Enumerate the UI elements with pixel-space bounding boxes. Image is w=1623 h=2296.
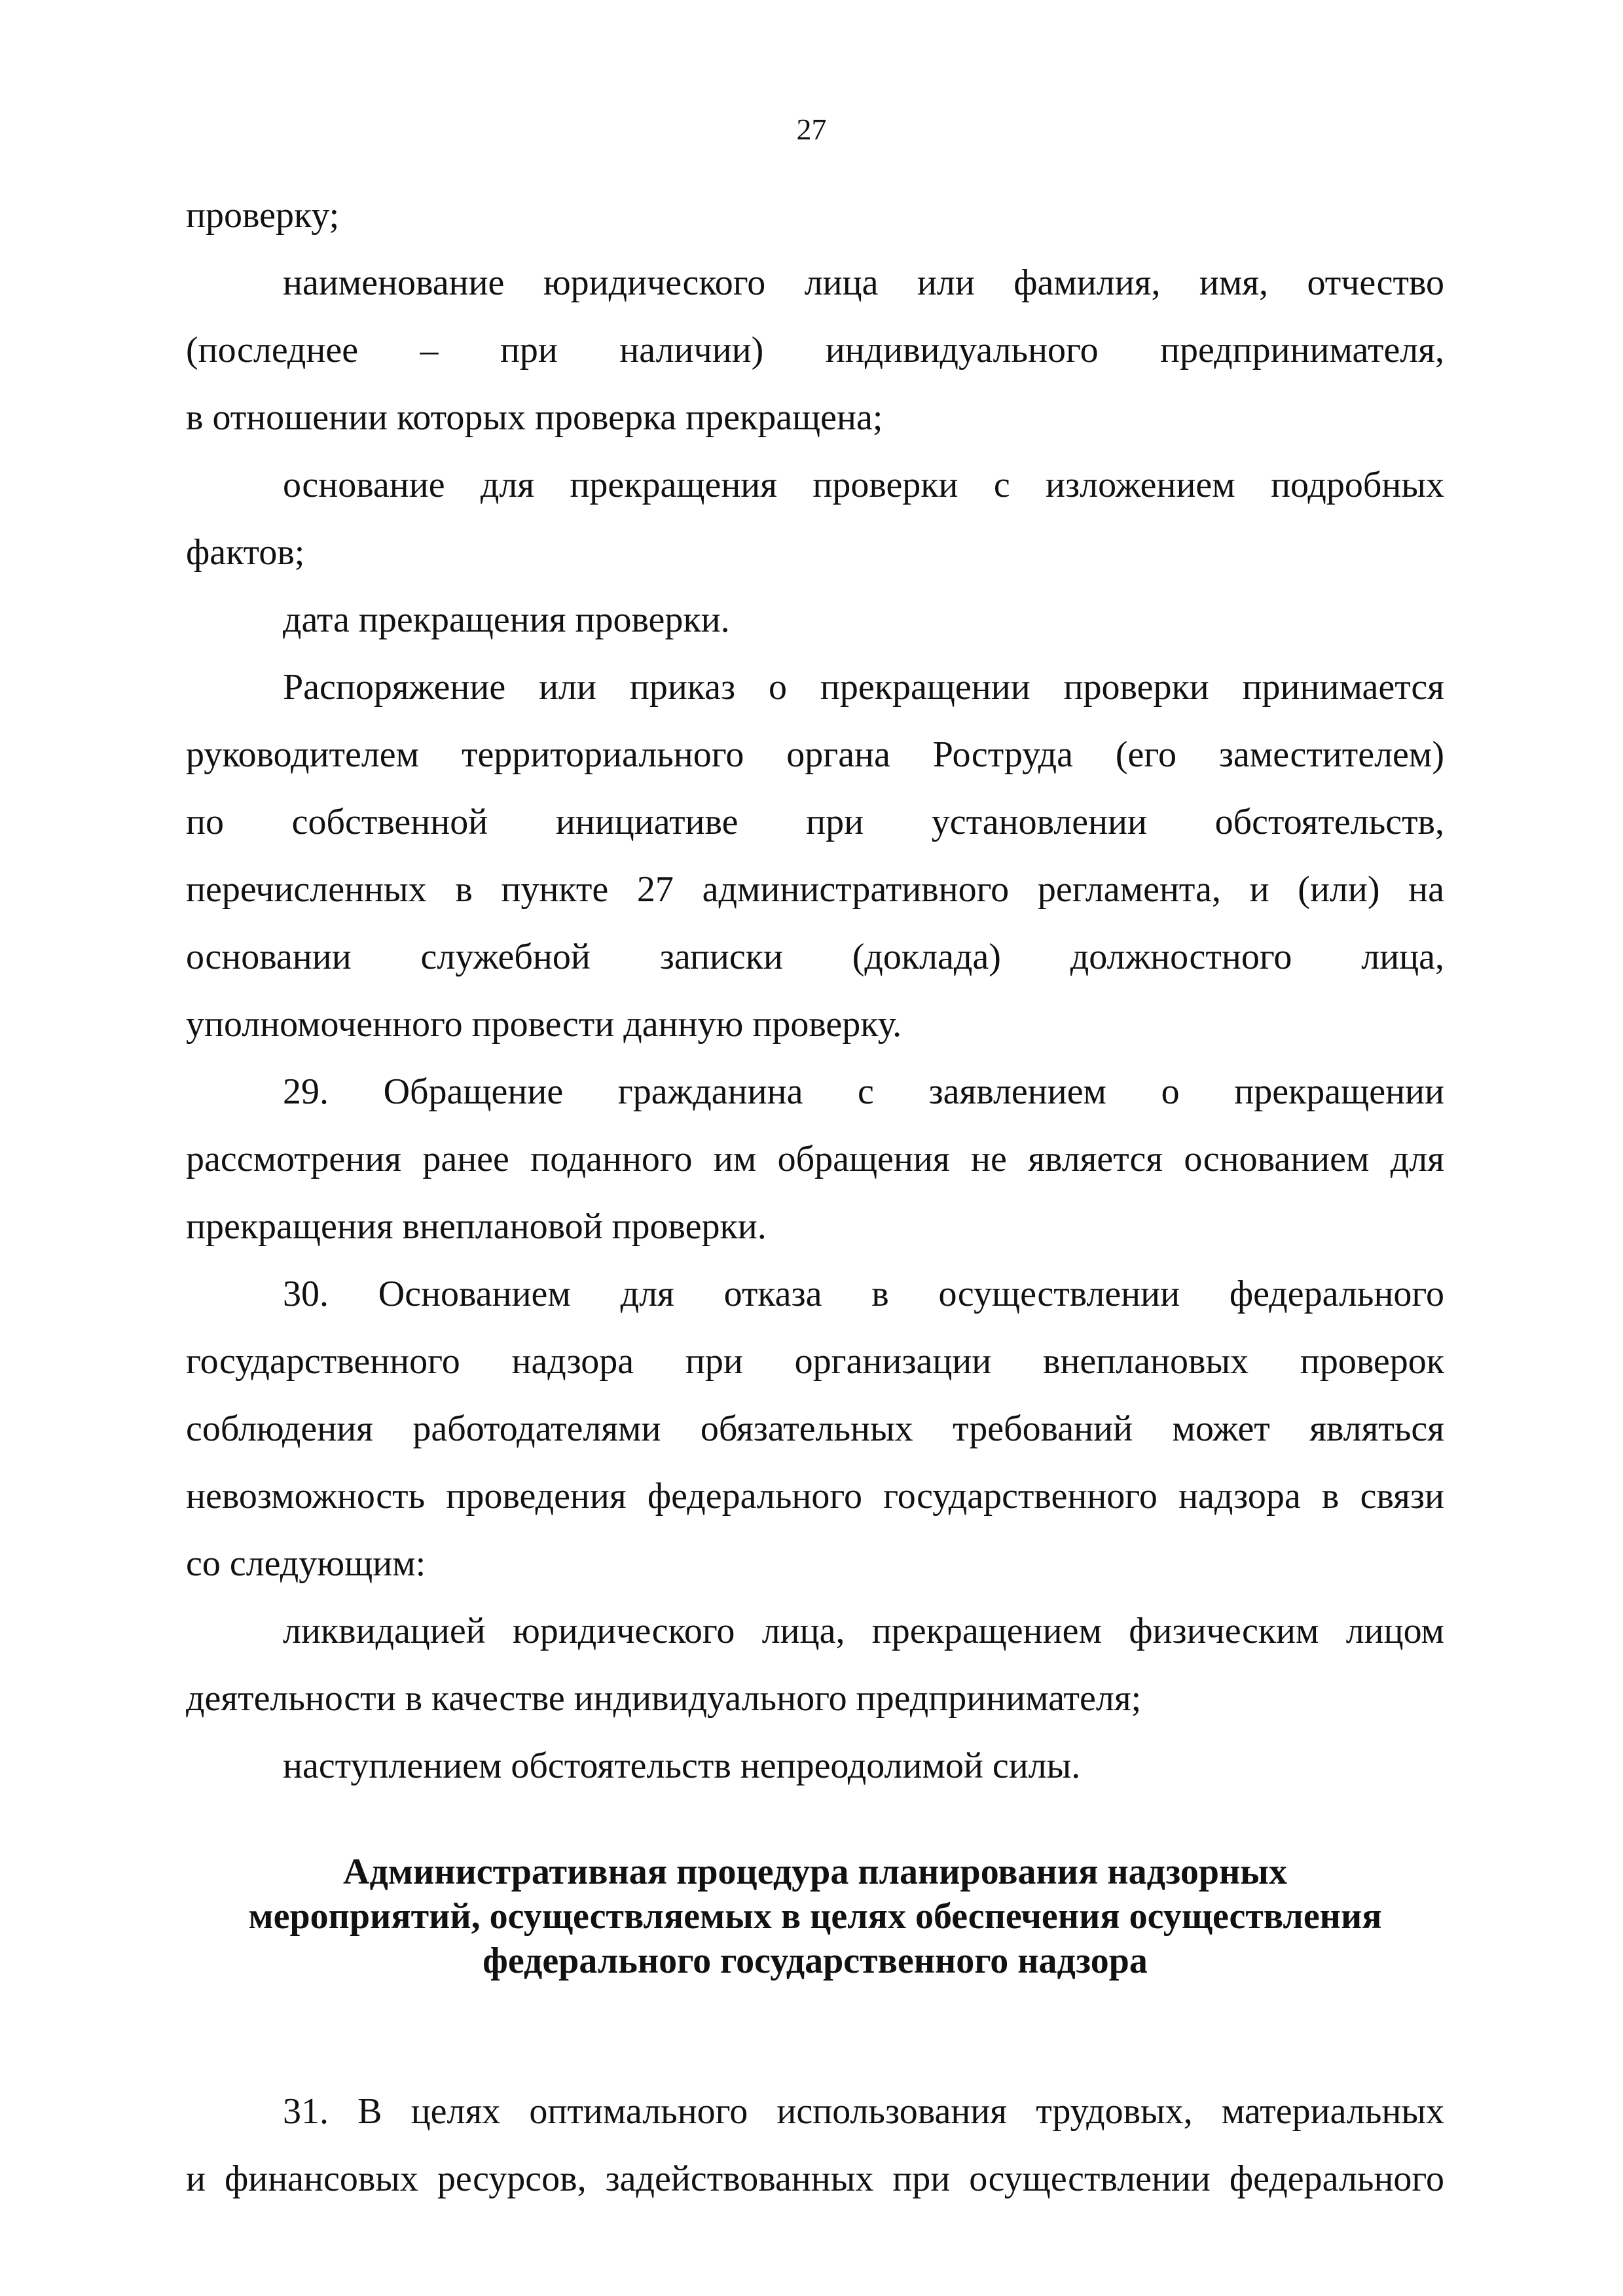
text-line: соблюдения работодателями обязательных требований может являться — [186, 1408, 1444, 1449]
text-line: ликвидацией юридического лица, прекращением физическим лицом — [283, 1611, 1444, 1651]
text-line: дата прекращения проверки. — [283, 600, 730, 640]
text-line: Распоряжение или приказ о прекращении проверки принимается — [283, 667, 1444, 708]
text-line: невозможность проведения федерального государственного надзора в связи — [186, 1476, 1444, 1516]
heading-line: федерального государственного надзора — [483, 1941, 1148, 1981]
text-line: 29. Обращение гражданина с заявлением о прекращении — [283, 1071, 1444, 1112]
text-line: 31. В целях оптимального использования трудовых, материальных — [283, 2091, 1444, 2132]
text-line: со следующим: — [186, 1543, 426, 1584]
text-line: фактов; — [186, 532, 305, 573]
text-line: и финансовых ресурсов, задействованных при осуществлении федерального — [186, 2159, 1444, 2199]
text-line: государственного надзора при организации внеплановых проверок — [186, 1341, 1444, 1382]
text-line: проверку; — [186, 195, 340, 236]
text-line: уполномоченного провести данную проверку. — [186, 1004, 902, 1045]
heading-line: Административная процедура планирования надзорных — [343, 1852, 1287, 1892]
text-line: в отношении которых проверка прекращена; — [186, 397, 883, 438]
text-line: прекращения внеплановой проверки. — [186, 1206, 767, 1247]
text-line: по собственной инициативе при установлении обстоятельств, — [186, 802, 1444, 842]
page-number: 27 — [796, 113, 827, 146]
section-heading — [186, 1850, 1444, 1983]
text-line: основание для прекращения проверки с изложением подробных — [283, 465, 1444, 505]
heading-line: мероприятий, осуществляемых в целях обеспечения осуществления — [248, 1896, 1382, 1937]
text-line: перечисленных в пункте 27 административного регламента, и (или) на — [186, 869, 1444, 910]
text-line: 30. Основанием для отказа в осуществлении федерального — [283, 1274, 1444, 1314]
text-line: руководителем территориального органа Роструда (его заместителем) — [186, 734, 1444, 775]
body-text-upper — [186, 182, 1444, 1800]
text-line: рассмотрения ранее поданного им обращения не является основанием для — [186, 1139, 1444, 1179]
text-line: основании служебной записки (доклада) должностного лица, — [186, 937, 1444, 977]
text-line: наступлением обстоятельств непреодолимой силы. — [283, 1746, 1081, 1786]
text-line: (последнее – при наличии) индивидуального предпринимателя, — [186, 330, 1444, 370]
body-text-lower — [186, 2078, 1444, 2213]
text-line: наименование юридического лица или фамилия, имя, отчество — [283, 262, 1444, 303]
text-line: деятельности в качестве индивидуального предпринимателя; — [186, 1678, 1142, 1719]
